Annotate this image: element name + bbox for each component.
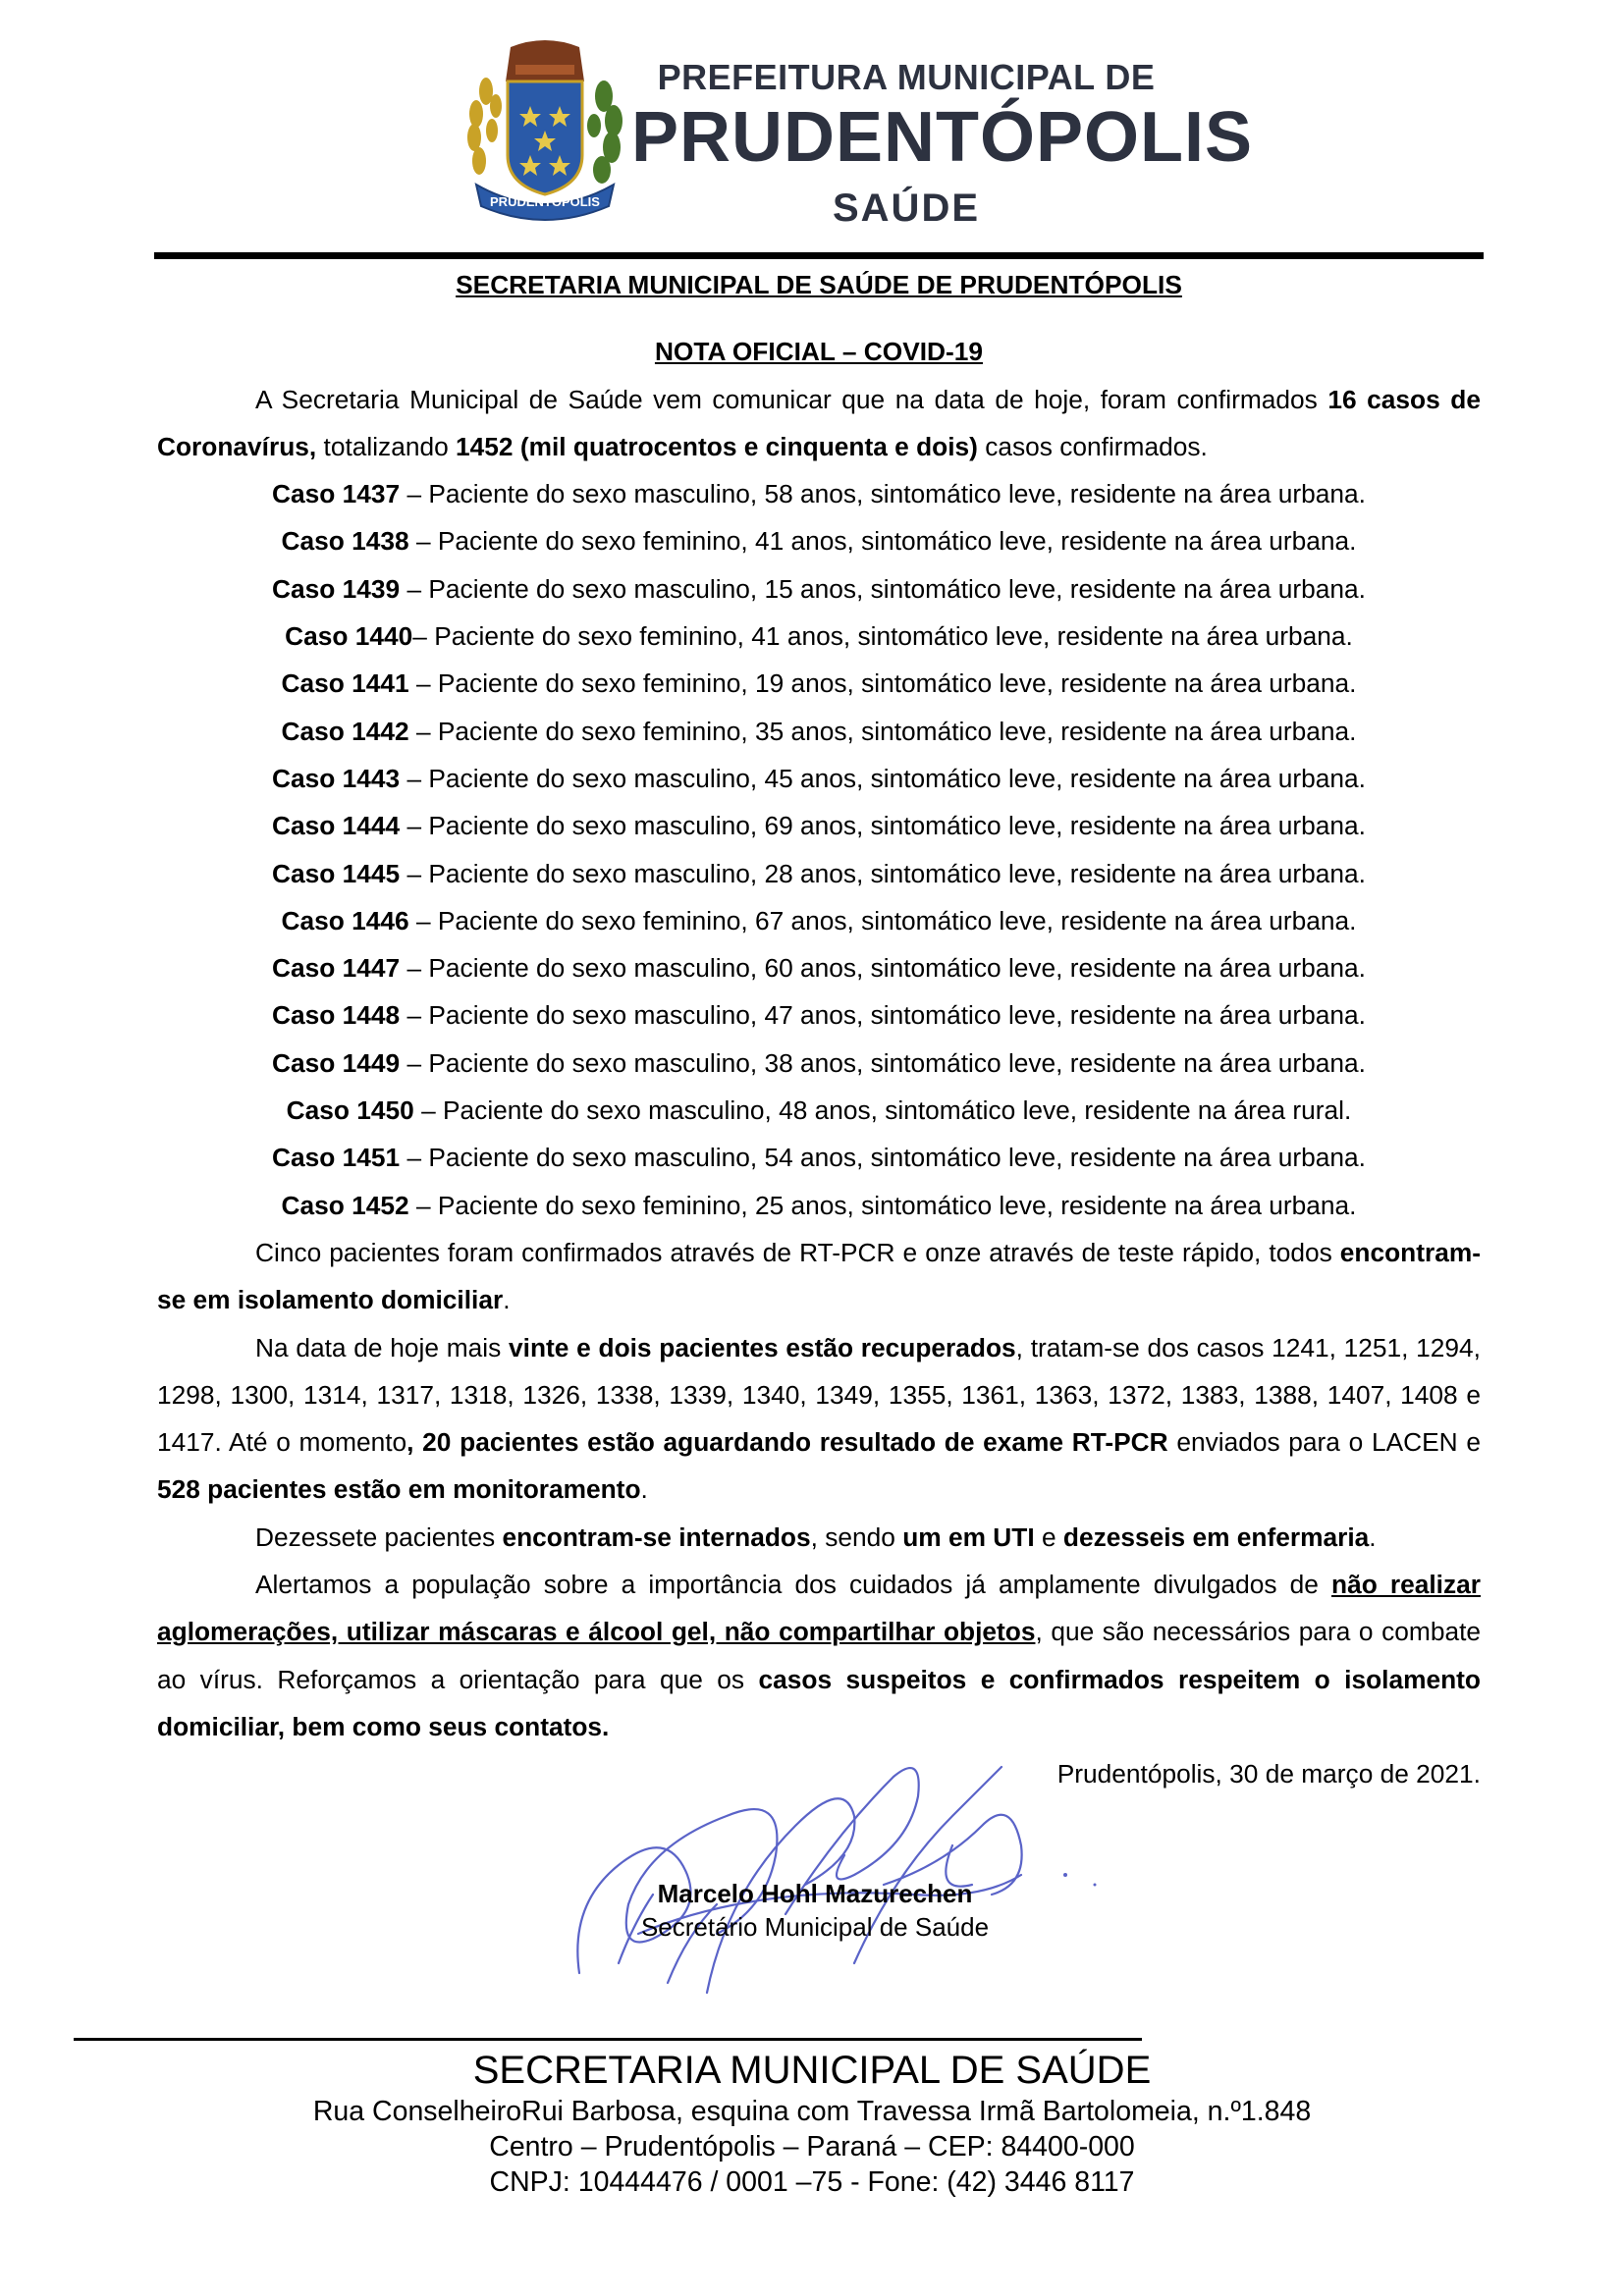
case-label: Caso 1449 (272, 1047, 401, 1078)
brand-main: PRUDENTÓPOLIS (631, 98, 1254, 177)
intro-text-1: A Secretaria Municipal de Saúde vem comunicar que na data de hoje, foram confirmados (255, 384, 1328, 414)
case-text: – Paciente do sexo feminino, 41 anos, sintomático leve, residente na área urbana. (412, 621, 1353, 652)
footer-address-3: CNPJ: 10444476 / 0001 –75 - Fone: (42) 3446 8117 (489, 2166, 1135, 2198)
case-label: Caso 1439 (272, 573, 401, 604)
case-label: Caso 1447 (272, 953, 401, 984)
case-row (157, 944, 1481, 991)
intro-paragraph (157, 376, 1481, 471)
hospital-text-1: Dezessete pacientes (255, 1522, 503, 1552)
recovered-bold-3: 528 pacientes estão em monitoramento (157, 1474, 641, 1505)
tests-text-1: Cinco pacientes foram confirmados através de RT-PCR e onze através de teste rápido, todos (255, 1237, 1340, 1267)
case-label: Caso 1448 (272, 1000, 401, 1031)
tests-text-2: . (503, 1285, 511, 1315)
tests-bold-1: encontram-se em isolamento domiciliar (157, 1237, 1481, 1315)
cases-list (157, 470, 1481, 1229)
case-text: – Paciente do sexo feminino, 41 anos, sintomático leve, residente na área urbana. (408, 526, 1357, 557)
date-line: Prudentópolis, 30 de março de 2021. (1056, 1759, 1481, 1789)
hospital-bold-1: encontram-se internados (502, 1522, 811, 1552)
alert-paragraph (157, 1561, 1481, 1750)
signature-scribble-icon (560, 1737, 1129, 2002)
case-label: Caso 1443 (272, 763, 401, 793)
case-text: – Paciente do sexo feminino, 35 anos, sintomático leve, residente na área urbana. (408, 716, 1357, 746)
hospital-bold-2: um em UTI (902, 1522, 1035, 1552)
header-logo (447, 37, 1254, 230)
case-text: – Paciente do sexo masculino, 38 anos, sintomático leve, residente na área urbana. (400, 1047, 1366, 1078)
case-row (157, 660, 1481, 707)
footer (0, 2047, 1624, 2200)
case-label: Caso 1440 (285, 621, 413, 652)
case-text: – Paciente do sexo feminino, 25 anos, sintomático leve, residente na área urbana. (408, 1190, 1357, 1220)
intro-bold-2: 1452 (mil quatrocentos e cinquenta e dois) (456, 431, 978, 461)
case-row (157, 1134, 1481, 1181)
recovered-text-4: . (640, 1474, 648, 1505)
intro-bold-1: 16 casos de Coronavírus, (157, 384, 1481, 461)
signatory-role: Secretário Municipal de Saúde (640, 1912, 990, 1942)
case-text: – Paciente do sexo masculino, 47 anos, sintomático leve, residente na área urbana. (400, 1000, 1366, 1031)
case-row (157, 991, 1481, 1039)
hospital-paragraph (157, 1514, 1481, 1561)
crest-ribbon-text: PRUDENTÓPOLIS (490, 194, 600, 209)
recovered-text-1: Na data de hoje mais (255, 1332, 510, 1362)
case-row (157, 802, 1481, 849)
case-row (157, 708, 1481, 755)
document-subtitle: NOTA OFICIAL – COVID-19 (654, 337, 984, 367)
municipal-crest-icon (447, 37, 643, 224)
signatory-name: Marcelo Hohl Mazurechen (657, 1879, 973, 1908)
alert-text-1: Alertamos a população sobre a importância dos cuidados já amplamente divulgados de (255, 1570, 1332, 1600)
case-row (157, 517, 1481, 564)
document-title: SECRETARIA MUNICIPAL DE SAÚDE DE PRUDENTÓPOLIS (456, 270, 1182, 299)
case-text: – Paciente do sexo masculino, 58 anos, sintomático leve, residente na área urbana. (400, 479, 1366, 509)
case-row (157, 755, 1481, 802)
case-text: – Paciente do sexo feminino, 19 anos, sintomático leve, residente na área urbana. (408, 668, 1357, 699)
document-body (157, 255, 1481, 1798)
case-row (157, 613, 1481, 660)
recovered-text-3: enviados para o LACEN e (1167, 1427, 1481, 1458)
recovered-bold-2: , 20 pacientes estão aguardando resultado de exame RT-PCR (406, 1427, 1168, 1458)
alert-bold-underline: não realizar aglomerações, utilizar máscaras e álcool gel, não compartilhar objetos (157, 1570, 1481, 1647)
hospital-bold-3: dezesseis em enfermaria (1062, 1522, 1370, 1552)
case-row (157, 1182, 1481, 1229)
brand-block (631, 57, 1254, 231)
brand-sub: SAÚDE (832, 187, 981, 230)
case-label: Caso 1450 (286, 1095, 414, 1126)
recovered-bold-1: vinte e dois pacientes estão recuperados (509, 1332, 1016, 1362)
case-label: Caso 1452 (281, 1190, 409, 1220)
intro-text-3: casos confirmados. (977, 431, 1208, 461)
case-row (157, 1087, 1481, 1134)
case-text: – Paciente do sexo masculino, 45 anos, sintomático leve, residente na área urbana. (400, 763, 1366, 793)
case-row (157, 850, 1481, 897)
alert-text-2: , que são necessários para o combate ao vírus. Reforçamos a orientação para que os (157, 1617, 1482, 1694)
brand-top: PREFEITURA MUNICIPAL DE (657, 57, 1156, 97)
case-text: – Paciente do sexo masculino, 69 anos, sintomático leve, residente na área urbana. (400, 811, 1366, 841)
recovered-paragraph (157, 1324, 1481, 1514)
case-label: Caso 1442 (281, 716, 409, 746)
case-row (157, 897, 1481, 944)
case-text: – Paciente do sexo masculino, 28 anos, sintomático leve, residente na área urbana. (400, 858, 1366, 888)
case-text: – Paciente do sexo masculino, 60 anos, sintomático leve, residente na área urbana. (400, 953, 1366, 984)
case-label: Caso 1437 (272, 479, 401, 509)
signature-block (550, 1877, 1080, 1944)
recovered-text-2: , tratam-se dos casos 1241, 1251, 1294, 1298, 1300, 1314, 1317, 1318, 1326, 1338, 1339, 1340, 1349, 1355, 1361, 1363, 1372, 1383, 1388, 1407, 1408 e 1417. Até o momento (157, 1332, 1481, 1458)
alert-bold-1: casos suspeitos e confirmados respeitem o isolamento domiciliar, bem como seus contatos. (157, 1664, 1481, 1741)
case-label: Caso 1446 (281, 905, 409, 935)
case-row (157, 565, 1481, 613)
case-label: Caso 1438 (281, 526, 409, 557)
case-text: – Paciente do sexo masculino, 48 anos, sintomático leve, residente na área rural. (413, 1095, 1352, 1126)
intro-text-2: totalizando (316, 431, 457, 461)
case-label: Caso 1444 (272, 811, 401, 841)
case-text: – Paciente do sexo masculino, 54 anos, sintomático leve, residente na área urbana. (400, 1143, 1366, 1173)
hospital-text-2: , sendo (810, 1522, 903, 1552)
case-text: – Paciente do sexo feminino, 67 anos, sintomático leve, residente na área urbana. (408, 905, 1357, 935)
hospital-text-3: e (1034, 1522, 1063, 1552)
footer-divider (74, 2038, 1142, 2041)
footer-title: SECRETARIA MUNICIPAL DE SAÚDE (472, 2049, 1152, 2092)
hospital-text-4: . (1369, 1522, 1377, 1552)
case-row (157, 1040, 1481, 1087)
tests-paragraph (157, 1229, 1481, 1324)
case-row (157, 470, 1481, 517)
case-label: Caso 1445 (272, 858, 401, 888)
footer-address-2: Centro – Prudentópolis – Paraná – CEP: 84400-000 (489, 2131, 1135, 2163)
case-text: – Paciente do sexo masculino, 15 anos, sintomático leve, residente na área urbana. (400, 573, 1366, 604)
case-label: Caso 1441 (281, 668, 409, 699)
footer-address-1: Rua ConselheiroRui Barbosa, esquina com Travessa Irmã Bartolomeia, n.º1.848 (312, 2096, 1312, 2127)
case-label: Caso 1451 (272, 1143, 401, 1173)
